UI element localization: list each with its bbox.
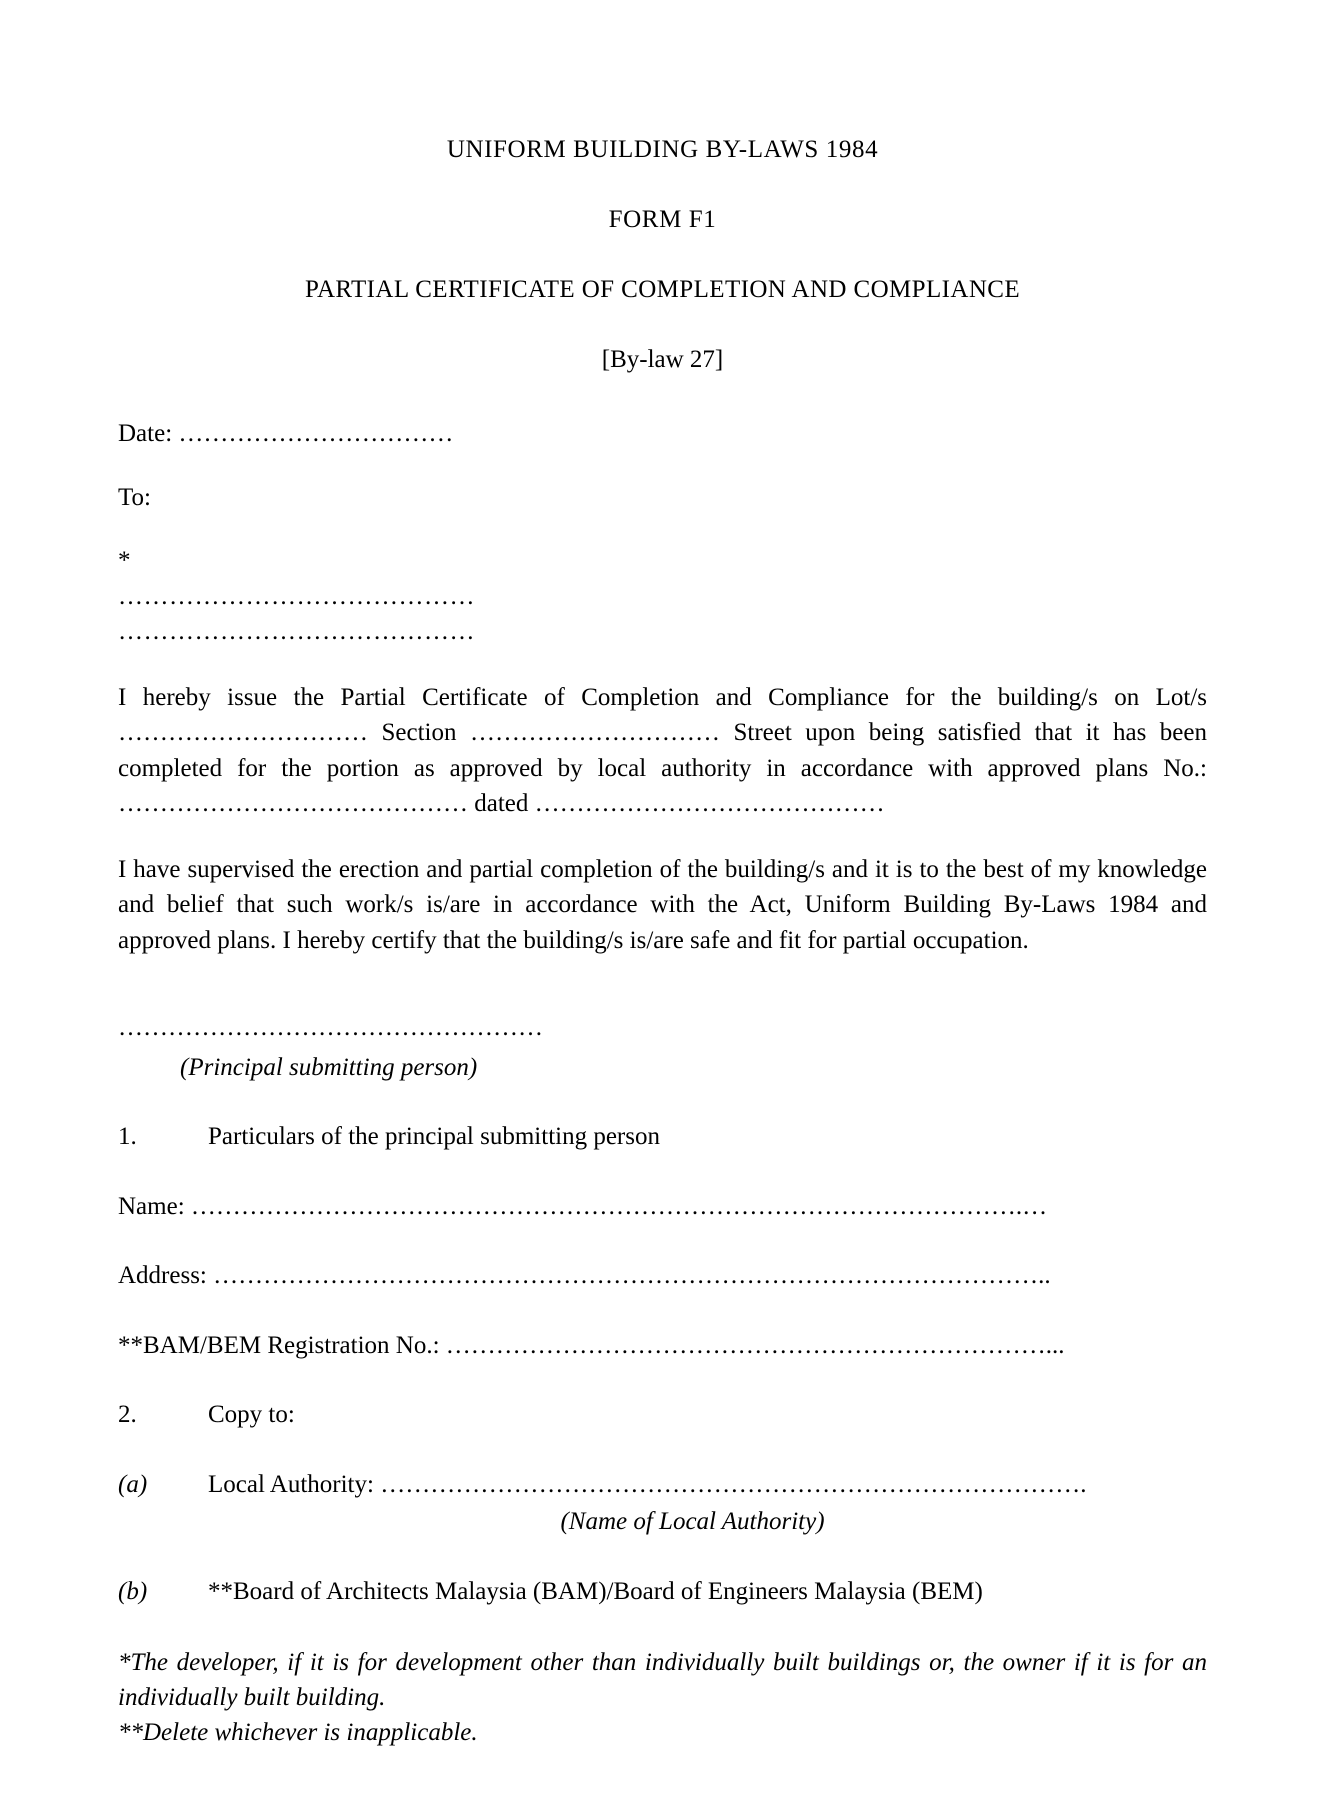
item-2a-local-authority-field[interactable]: Local Authority: …………………………………………………………………………. — [208, 1470, 1087, 1498]
item-2a-caption: (Name of Local Authority) — [560, 1508, 825, 1535]
document-heading-2: FORM F1 — [608, 206, 717, 233]
name-field[interactable]: Name: ……………………………………………………………………………………….… — [118, 1192, 1048, 1220]
footnote-delete-inapplicable: **Delete whichever is inapplicable. — [118, 1719, 478, 1746]
item-1-text: Particulars of the principal submitting person — [208, 1123, 660, 1150]
footnotes — [118, 1645, 1207, 1750]
to-address-line-2[interactable]: …………………………………… — [118, 618, 475, 645]
date-field[interactable]: Date: …………………………… — [118, 420, 454, 447]
item-2 — [118, 1397, 1207, 1433]
asterisk-marker: * — [118, 547, 131, 574]
to-label: To: — [118, 483, 151, 511]
item-1 — [118, 1119, 1207, 1155]
document-heading-3: PARTIAL CERTIFICATE OF COMPLETION AND COMPLIANCE — [304, 276, 1021, 303]
signature-caption: (Principal submitting person) — [180, 1053, 478, 1081]
signature-line[interactable]: …………………………………………… — [118, 1014, 543, 1041]
item-2b-text: **Board of Architects Malaysia (BAM)/Board of Engineers Malaysia (BEM) — [208, 1577, 983, 1605]
document-heading-4-bylaw-reference: [By-law 27] — [601, 346, 724, 373]
address-field[interactable]: Address: ……………………………………………………………………………………….. — [118, 1262, 1051, 1289]
supervision-declaration-paragraph: I have supervised the erection and partial completion of the building/s and it is to the best of my knowledge and belief that such work/s is/are in accordance with the Act, Uniform Building By-Laws 1984 and approved plans. I hereby certify that the building/s is/are safe and fit for partial occupation. — [118, 855, 1207, 954]
item-2a — [118, 1467, 1207, 1503]
title-block — [118, 136, 1207, 374]
document-heading-1: UNIFORM BUILDING BY-LAWS 1984 — [446, 136, 879, 163]
item-2-number: 2. — [118, 1401, 137, 1428]
bam-bem-registration-field[interactable]: **BAM/BEM Registration No.: ………………………………………………………………... — [118, 1331, 1065, 1359]
item-2a-number: (a) — [118, 1470, 148, 1498]
item-1-number: 1. — [118, 1123, 137, 1150]
certificate-issue-paragraph: I hereby issue the Partial Certificate of Completion and Compliance for the building/s on Lot/s ………………………… Section ………………………… Street upon being satisfied that it has been completed for the portion as approved by local authority in accordance with approved plans No.: …………………………………… dated …………………………………… — [118, 683, 1207, 817]
item-2b-number: (b) — [118, 1577, 148, 1605]
document-body — [118, 416, 1207, 1750]
to-address-line-1[interactable]: …………………………………… — [118, 582, 475, 610]
item-2b — [118, 1574, 1207, 1610]
footnote-developer-owner: *The developer, if it is for development other than individually built buildings or, the owner if it is for an individually built building. — [118, 1649, 1207, 1711]
item-2-text: Copy to: — [208, 1401, 295, 1428]
